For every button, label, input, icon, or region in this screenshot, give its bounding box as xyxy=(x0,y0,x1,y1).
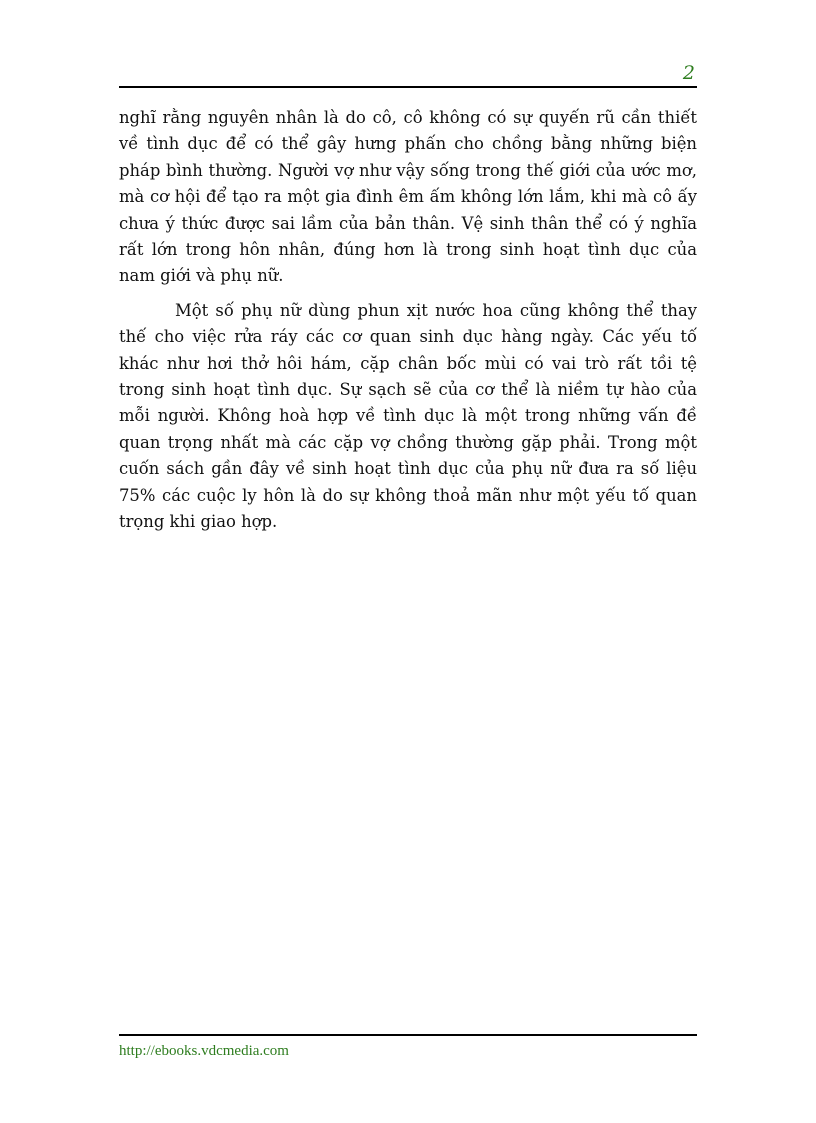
page-number: 2 xyxy=(682,62,695,84)
paragraph-1: nghĩ rằng nguyên nhân là do cô, cô không có sự quyến rũ cần thiết về tình dục để có thể gây hưng phấn cho chồng bằng những biện pháp bình thường. Người vợ như vậy sống trong thế giới của ước mơ, mà cơ hội để tạo ra một gia đình êm ấm không lớn lắm, khi mà cô ấy chưa ý thức được sai lầm của bản thân. Vệ sinh thân thể có ý nghĩa rất lớn trong hôn nhân, đúng hơn là trong sinh hoạt tình dục của nam giới và phụ nữ. xyxy=(119,108,697,286)
footer-divider xyxy=(119,1034,697,1036)
header-divider xyxy=(119,86,697,88)
footer-website-link[interactable]: http://ebooks.vdcmedia.com xyxy=(119,1043,289,1059)
paragraph-2: Một số phụ nữ dùng phun xịt nước hoa cũng không thể thay thế cho việc rửa ráy các cơ quan sinh dục hàng ngày. Các yếu tố khác như hơi thở hôi hám, cặp chân bốc mùi có vai trò rất tồi tệ trong sinh hoạt tình dục. Sự sạch sẽ của cơ thể là niềm tự hào của mỗi người. Không hoà hợp về tình dục là một trong những vấn đề quan trọng nhất mà các cặp vợ chồng thường gặp phải. Trong một cuốn sách gần đây về sinh hoạt tình dục của phụ nữ đưa ra số liệu 75% các cuộc ly hôn là do sự không thoả mãn như một yếu tố quan trọng khi giao hợp. xyxy=(119,300,697,532)
page-body xyxy=(119,105,697,544)
